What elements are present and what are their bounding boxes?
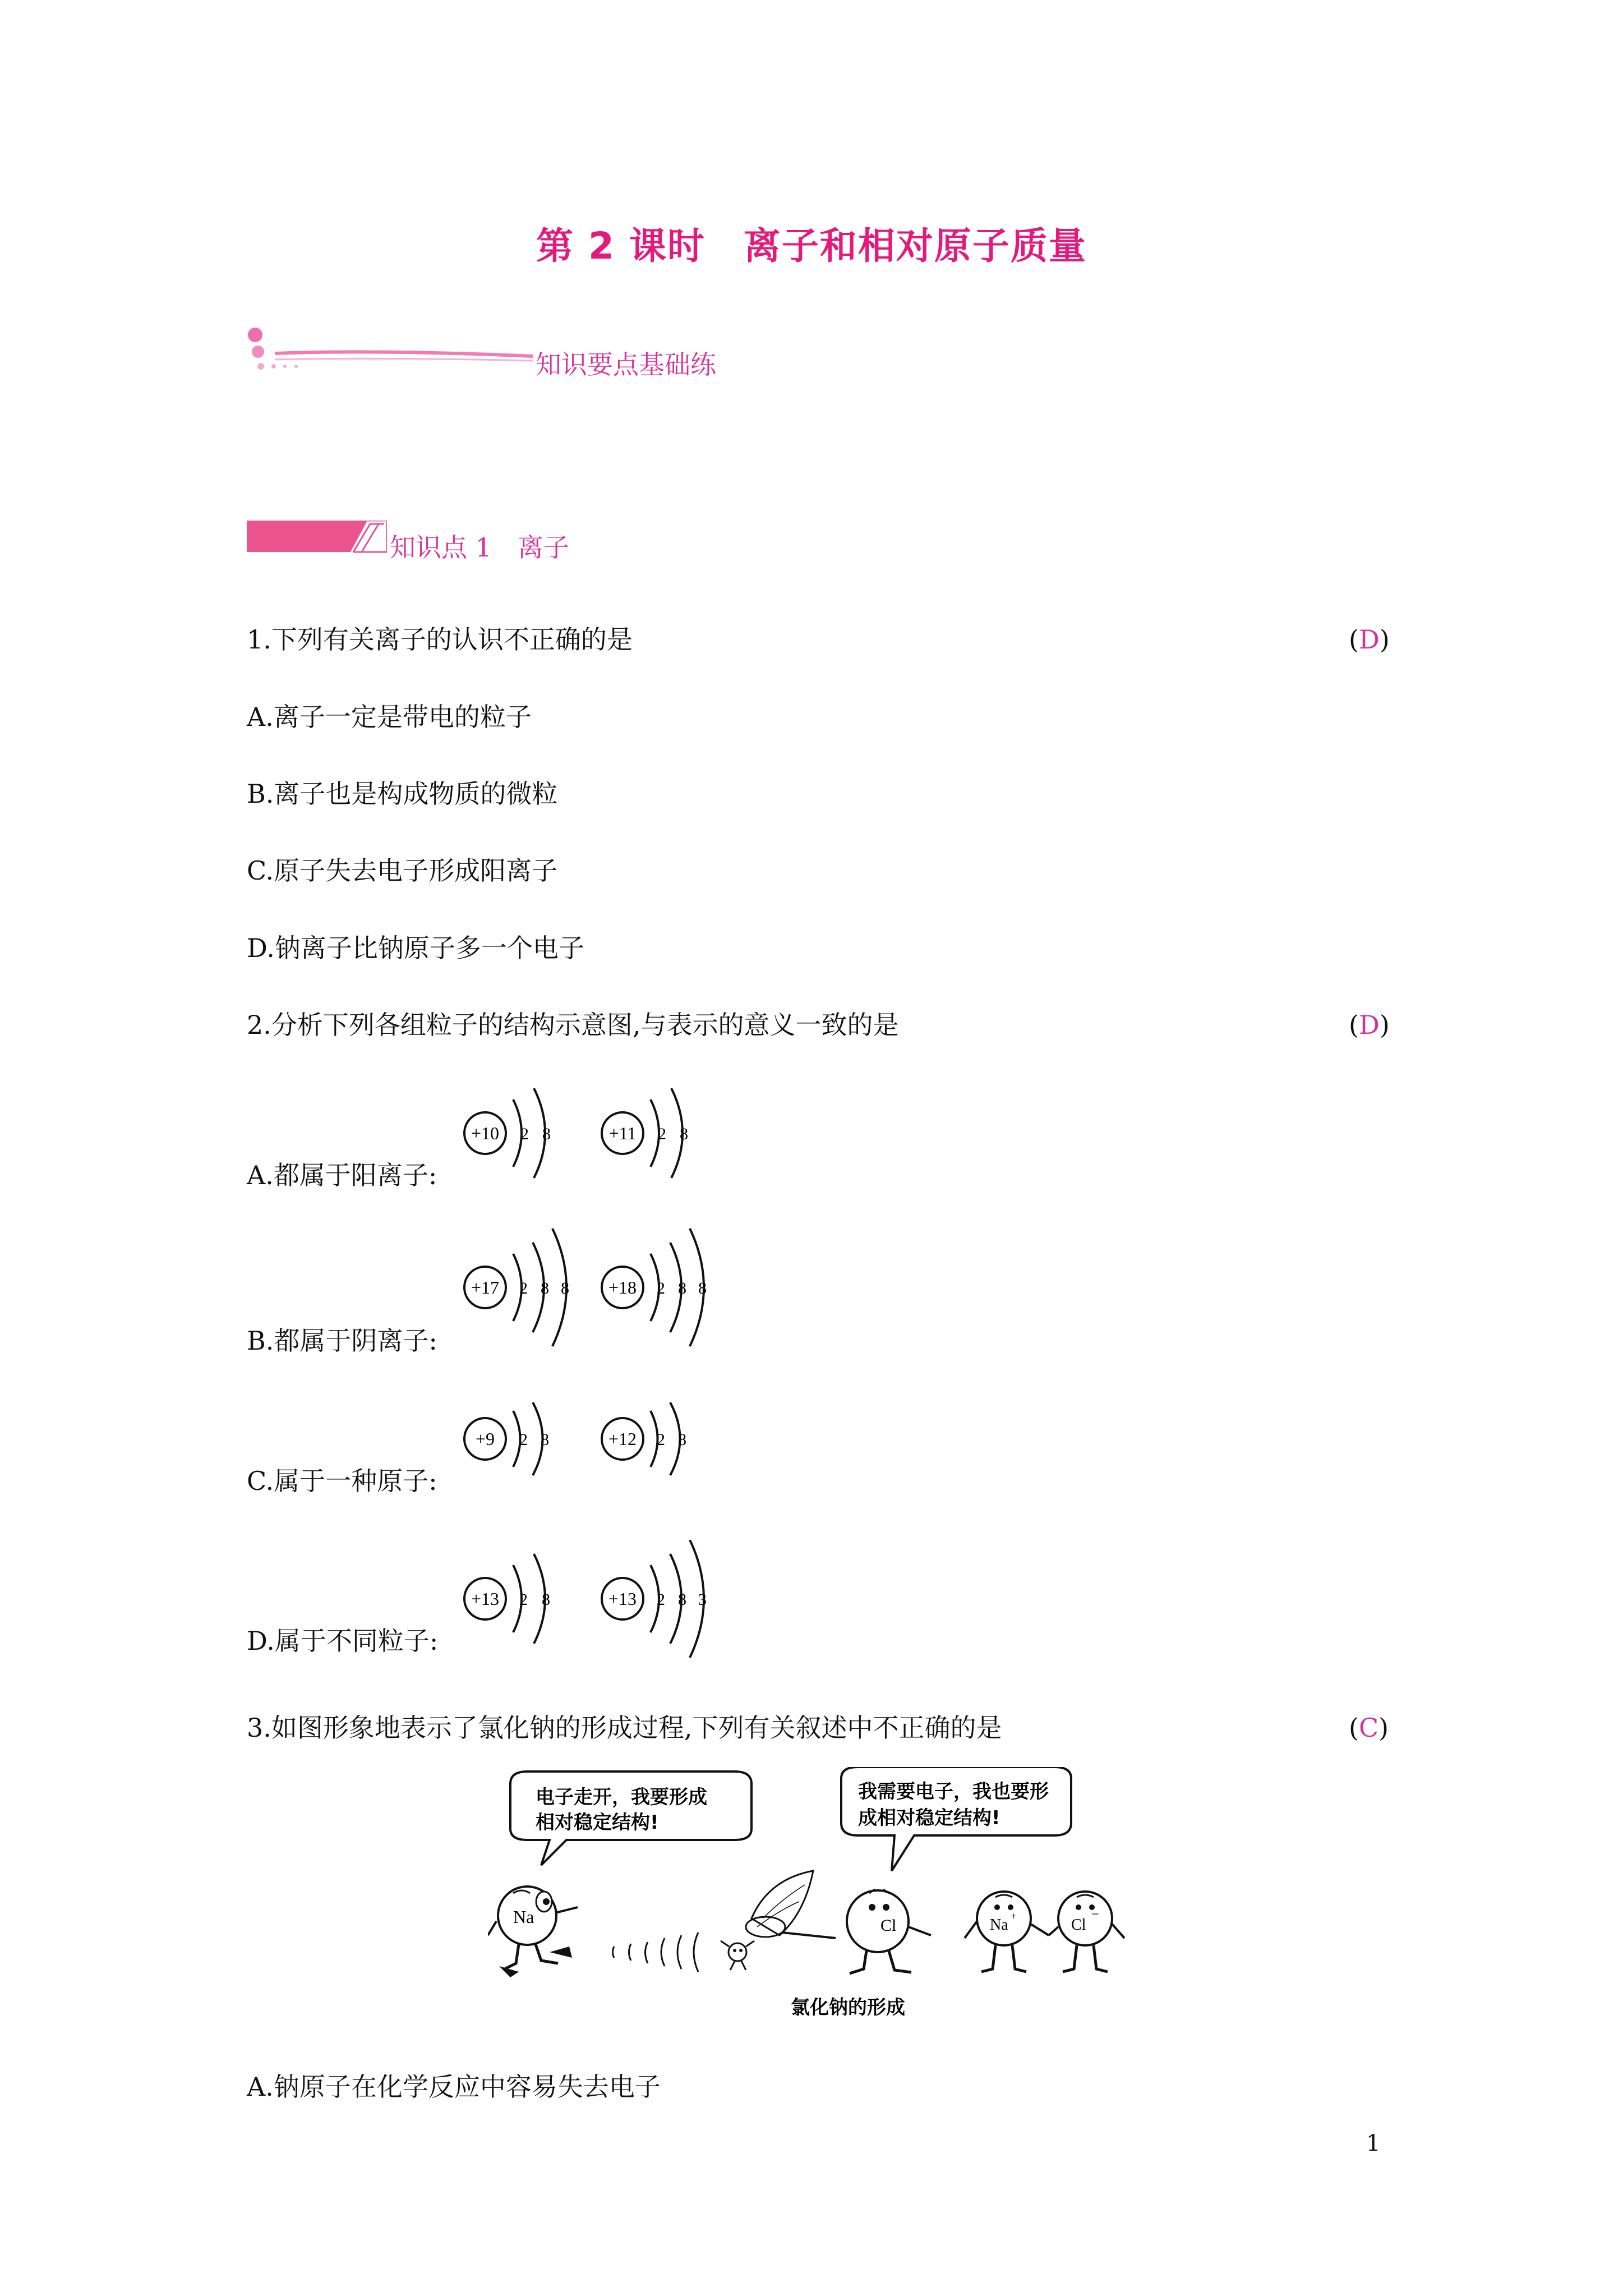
particle-diagram [464, 1554, 550, 1644]
question-1-option-b: B.离子也是构成物质的微粒 [247, 779, 558, 809]
question-1-stem: 1.下列有关离子的认识不正确的是 [247, 624, 633, 655]
ion-charge: + [1011, 1910, 1017, 1922]
answer-letter: D [1358, 1010, 1380, 1040]
bubble-text: 电子走开，我要形成 [536, 1786, 707, 1809]
question-1-answer: (D) [1349, 624, 1390, 655]
knowledge-point-title: 知识点 1 离子 [390, 532, 569, 563]
particle-diagram-pair-d [460, 1540, 729, 1669]
question-3-answer: (C) [1349, 1713, 1389, 1743]
knowledge-point-banner [247, 521, 387, 554]
shell-label: 8 [542, 1590, 550, 1609]
particle-diagram [602, 1228, 707, 1346]
bubble-text: 成相对稳定结构! [858, 1807, 1000, 1829]
answer-letter: D [1358, 624, 1380, 655]
nucleus-label: +13 [471, 1589, 500, 1609]
shell-label: 8 [542, 1125, 551, 1143]
question-3-stem: 3.如图形象地表示了氯化钠的形成过程,下列有关叙述中不正确的是 [247, 1713, 1002, 1743]
shell-label: 2 [658, 1125, 666, 1143]
nucleus-label: +13 [608, 1589, 637, 1609]
chloride-ion-character [1049, 1892, 1124, 1972]
shell-label: 2 [657, 1430, 665, 1449]
ion-label: Na [990, 1916, 1008, 1934]
electron-trail [613, 1932, 699, 1972]
sodium-atom-character [488, 1887, 578, 1977]
chlorine-atom-character [847, 1889, 931, 1973]
nucleus-label: +12 [608, 1429, 637, 1449]
particle-diagram [464, 1228, 569, 1346]
question-1-option-a: A.离子一定是带电的粒子 [247, 702, 532, 732]
left-speech-bubble [510, 1772, 751, 1865]
section-header-decoration [241, 323, 538, 379]
shell-label: 2 [657, 1279, 665, 1297]
particle-diagram [602, 1088, 688, 1178]
question-2-option-d-label: D.属于不同粒子: [247, 1626, 439, 1656]
question-3-option-a: A.钠原子在化学反应中容易失去电子 [247, 2072, 661, 2102]
bubble-text: 我需要电子，我也要形 [858, 1780, 1049, 1803]
particle-diagram-pair-b [460, 1226, 729, 1360]
particle-diagram [602, 1540, 707, 1658]
question-2-answer: (D) [1349, 1010, 1390, 1040]
shell-label: 2 [520, 1125, 529, 1143]
nucleus-label: +17 [471, 1277, 500, 1297]
particle-diagram [464, 1088, 551, 1178]
particle-diagram [602, 1402, 686, 1475]
nucleus-label: +11 [608, 1123, 637, 1143]
bubble-text: 相对稳定结构! [536, 1811, 659, 1834]
shell-label: 8 [698, 1279, 707, 1297]
sodium-ion-character [965, 1892, 1049, 1972]
electron-character [721, 1941, 754, 1970]
question-2-option-b-label: B.都属于阴离子: [247, 1326, 437, 1356]
shell-label: 8 [561, 1279, 569, 1297]
page-title: 第 2 课时 离子和相对原子质量 [536, 224, 1087, 268]
answer-letter: C [1358, 1713, 1379, 1743]
particle-diagram [464, 1402, 549, 1475]
shell-label: 8 [680, 1125, 688, 1143]
nucleus-label: +18 [608, 1277, 637, 1297]
figure-caption: 氯化钠的形成 [791, 1996, 905, 2019]
shell-label: 8 [678, 1590, 686, 1609]
atom-label: Na [513, 1907, 534, 1927]
page-number: 1 [1366, 2131, 1381, 2156]
question-2-option-a-label: A.都属于阳离子: [247, 1160, 437, 1190]
shell-label: 8 [541, 1279, 549, 1297]
shell-label: 2 [519, 1279, 528, 1297]
atom-label: Cl [880, 1916, 897, 1935]
shell-label: 2 [519, 1430, 528, 1449]
shell-label: 8 [678, 1279, 686, 1297]
section-header: 知识要点基础练 [536, 349, 716, 380]
right-speech-bubble [841, 1767, 1071, 1871]
butterfly-net [746, 1871, 836, 1938]
question-1-option-d: D.钠离子比钠原子多一个电子 [247, 933, 584, 963]
sodium-chloride-formation-figure [488, 1767, 1144, 2019]
nucleus-label: +9 [475, 1429, 495, 1449]
particle-diagram-pair-c [460, 1400, 707, 1495]
question-2-option-c-label: C.属于一种原子: [247, 1466, 437, 1496]
nucleus-label: +10 [471, 1123, 500, 1143]
shell-label: 8 [678, 1430, 686, 1449]
question-1-option-c: C.原子失去电子形成阳离子 [247, 855, 558, 886]
shell-label: 8 [541, 1430, 549, 1449]
particle-diagram-pair-a [460, 1088, 707, 1200]
question-2-stem: 2.分析下列各组粒子的结构示意图,与表示的意义一致的是 [247, 1010, 899, 1040]
ion-label: Cl [1071, 1916, 1086, 1934]
shell-label: 2 [519, 1590, 528, 1609]
ion-charge: − [1091, 1907, 1099, 1922]
shell-label: 2 [657, 1590, 665, 1609]
shell-label: 3 [698, 1590, 707, 1609]
